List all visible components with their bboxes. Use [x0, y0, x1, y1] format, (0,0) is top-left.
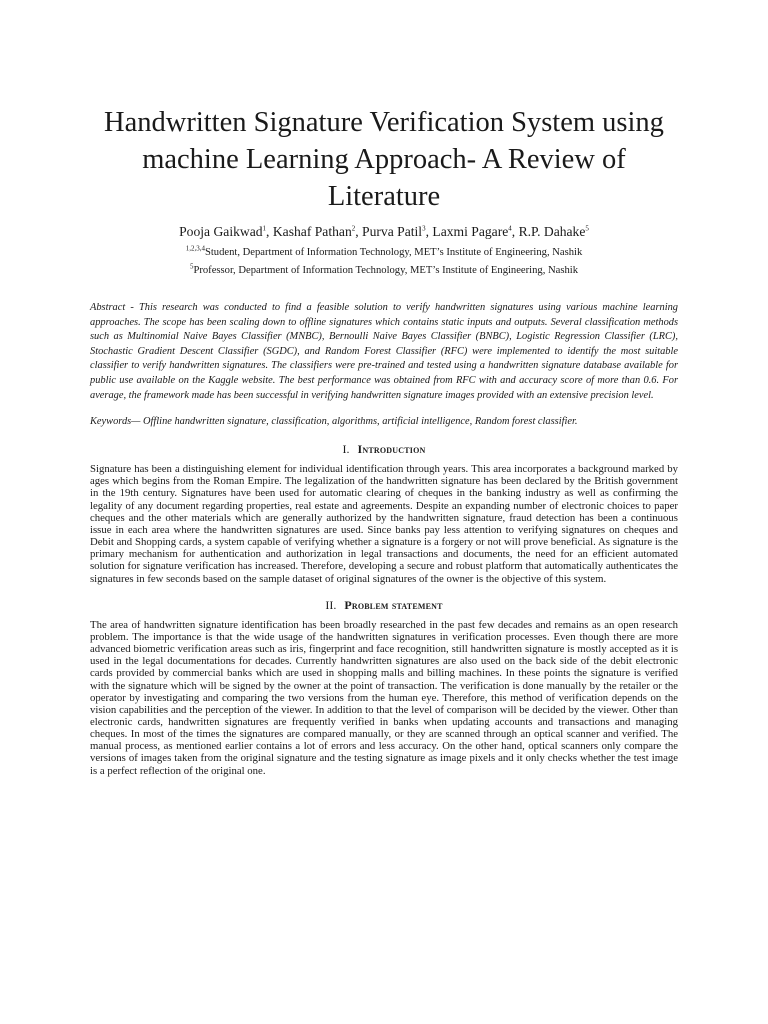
author: Laxmi Pagare$^4$ — [432, 224, 512, 239]
affiliation-professor: $^5$Professor, Department of Information Technology, MET’s Institute of Engineering, Nashik — [189, 262, 579, 276]
author: R.P. Dahake$^5$ — [518, 224, 589, 239]
problem-statement-paragraph: The area of handwritten signature identification has been broadly researched in the past few decades and remains as an open research problem. The importance is that the wide usage of the handwritten signatures in verification processes. Even though there are more advanced biometric verification areas such as iris, fingerprint and face recognition, still handwritten signature is mostly accepted as it is used in the legal documentations for decades. Currently handwritten signatures are also used on the back side of the debit electronic cards provided by commercial banks which are used in shopping malls and billing machines. In these points the signature is verified with the signature which will be signed by the owner at the point of transaction. The verification is done manually by the retailer or the operator by investigating and comparing the two versions from the human eye. Therefore, this method of verification depends on the vision capabilities and the perception of the viewer. In addition to that the level of comparison will be decided by the viewer. Other than electronic cards, handwritten signatures are frequently verified in banks when updating accounts and transactions and managing cheques. In most of the times the signatures are compared manually, or they are scanned through an optical scanner and verified. The manual process, as mentioned earlier contains a lot of errors and less accuracy. On the other hand, optical scanners only compare the versions of images taken from the original signature and the testing signature as image pixels and it only checks whether the test image is a perfect reflection of the original one. — [90, 618, 678, 777]
author: Kashaf Pathan$^2$ — [272, 224, 356, 239]
keywords: Keywords— Offline handwritten signature, classification, algorithms, artificial intelligence, Random forest classifier. — [90, 416, 578, 428]
paper-page — [90, 0, 678, 777]
author: Pooja Gaikwad$^1$ — [179, 224, 267, 239]
author-list: Pooja Gaikwad$^1$, Kashaf Pathan$^2$, Purva Patil$^3$, Laxmi Pagare$^4$, R.P. Dahake$^5$ — [179, 224, 589, 239]
author: Purva Patil$^3$ — [362, 224, 426, 239]
affiliation-students: $^{1,2,3,4}$Student, Department of Information Technology, MET’s Institute of Engineering, Nashik — [185, 244, 583, 258]
section-heading-introduction: I. Introduction — [342, 442, 426, 457]
introduction-paragraph: Signature has been a distinguishing element for individual identification through years. This area incorporates a background marked by ages which begins from the Roman Empire. The legalization of the handwritten signature has been declared by the British government in the 19th century. Signatures have been used for automatic clearing of cheques in the banking industry as well as confirming the legality of any document regarding properties, real estate and agreements. Despite an expanding number of electronic choices to paper cheques and the other materials which are generally authorized by the handwritten signature, fraud detection has been a continuous issue in each area where the handwritten signatures are used. Since banks pay less attention to verifying signatures on cheques and Debit and Shopping cards, a system capable of verifying whether a signature is a forgery or not will prove beneficial. As signature is the primary mechanism for authentication and authorization in legal transactions and documents, the need for an efficient automated solution for signature verification has increased. Therefore, developing a secure and robust platform that automatically authenticates the signatures in few seconds based on the sample dataset of original signatures of the owner is the objective of this system. — [90, 463, 678, 585]
paper-title: Handwritten Signature Verification System using machine Learning Approach- A Review of Literature — [104, 107, 664, 212]
section-heading-problem-statement: II. Problem statement — [325, 597, 443, 612]
abstract: Abstract - This research was conducted to find a feasible solution to verify handwritten signatures using various machine learning approaches. The scope has been scaling down to offline signatures which contains static inputs and outputs. Several classification methods such as Multinomial Naive Bayes Classifier (MNBC), Bernoulli Naive Bayes Classifier (BNBC), Logistic Regression Classifier (LRC), Stochastic Gradient Descent Classifier (SGDC), and Random Forest Classifier (RFC) were implemented to identify the most suitable classifier to verify handwritten signatures. The classifiers were pre-trained and tested using a handwritten signature database available for public use available on the Kaggle website. The best performance was obtained from RFC with and accuracy score of more than 0.6. For average, the framework made has been successful in verifying handwritten signature images provided with an extensive precision level. — [90, 302, 678, 401]
